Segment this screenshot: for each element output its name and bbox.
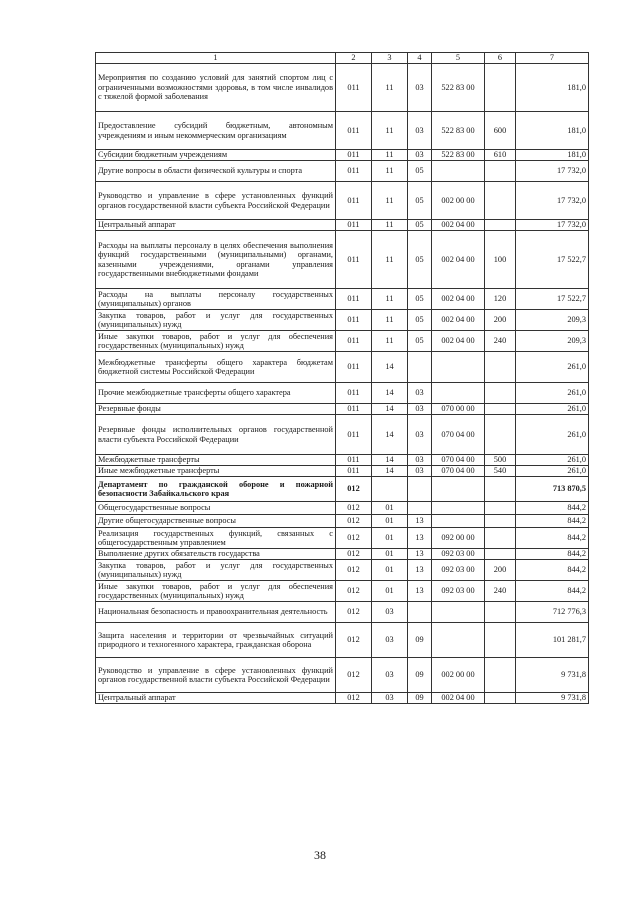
cell-target-article bbox=[432, 502, 485, 515]
cell-amount: 844,2 bbox=[516, 528, 589, 549]
cell-ministry-code: 011 bbox=[336, 182, 372, 220]
cell-expense-type bbox=[485, 515, 516, 528]
cell-expense-type: 240 bbox=[485, 331, 516, 352]
table-row bbox=[96, 415, 589, 455]
cell-name: Расходы на выплаты персоналу в целях обеспечения выполнения функций государственными (муниципальными) органами, казенными учреждениями, органами управления государственными внебюджетными фондами bbox=[96, 231, 336, 289]
cell-name: Иные закупки товаров, работ и услуг для обеспечения государственных (муниципальных) нужд bbox=[96, 581, 336, 602]
cell-expense-type bbox=[485, 693, 516, 704]
cell-target-article: 092 03 00 bbox=[432, 560, 485, 581]
cell-amount: 181,0 bbox=[516, 150, 589, 161]
cell-name: Резервные фонды исполнительных органов государственной власти субъекта Российской Федерации bbox=[96, 415, 336, 455]
table-body bbox=[96, 64, 589, 704]
cell-amount: 101 281,7 bbox=[516, 623, 589, 658]
cell-section: 14 bbox=[372, 352, 408, 383]
cell-ministry-code: 012 bbox=[336, 515, 372, 528]
cell-section: 14 bbox=[372, 404, 408, 415]
table-row bbox=[96, 310, 589, 331]
cell-ministry-code: 012 bbox=[336, 477, 372, 502]
cell-subsection: 05 bbox=[408, 182, 432, 220]
table-row bbox=[96, 220, 589, 231]
cell-name: Резервные фонды bbox=[96, 404, 336, 415]
cell-expense-type bbox=[485, 404, 516, 415]
cell-amount: 17 522,7 bbox=[516, 231, 589, 289]
cell-name: Закупка товаров, работ и услуг для государственных (муниципальных) нужд bbox=[96, 560, 336, 581]
table-row bbox=[96, 693, 589, 704]
cell-section: 11 bbox=[372, 182, 408, 220]
table-row bbox=[96, 581, 589, 602]
cell-name: Руководство и управление в сфере установленных функций органов государственной власти субъекта Российской Федерации bbox=[96, 182, 336, 220]
cell-subsection: 05 bbox=[408, 331, 432, 352]
cell-expense-type bbox=[485, 220, 516, 231]
cell-expense-type bbox=[485, 477, 516, 502]
table-row bbox=[96, 289, 589, 310]
cell-name: Субсидии бюджетным учреждениям bbox=[96, 150, 336, 161]
cell-section: 11 bbox=[372, 310, 408, 331]
cell-ministry-code: 012 bbox=[336, 560, 372, 581]
header-col-6: 6 bbox=[485, 53, 516, 64]
cell-name: Межбюджетные трансферты общего характера бюджетам бюджетной системы Российской Федерации bbox=[96, 352, 336, 383]
cell-name: Предоставление субсидий бюджетным, автономным учреждениям и иным некоммерческим организациям bbox=[96, 112, 336, 150]
cell-amount: 261,0 bbox=[516, 404, 589, 415]
cell-name: Иные закупки товаров, работ и услуг для обеспечения государственных (муниципальных) нужд bbox=[96, 331, 336, 352]
cell-target-article: 070 04 00 bbox=[432, 466, 485, 477]
cell-target-article: 092 03 00 bbox=[432, 549, 485, 560]
table-row bbox=[96, 623, 589, 658]
cell-expense-type bbox=[485, 623, 516, 658]
cell-subsection: 05 bbox=[408, 161, 432, 182]
cell-amount: 261,0 bbox=[516, 415, 589, 455]
table-row bbox=[96, 602, 589, 623]
cell-section: 11 bbox=[372, 161, 408, 182]
cell-ministry-code: 012 bbox=[336, 602, 372, 623]
cell-subsection: 03 bbox=[408, 112, 432, 150]
cell-subsection: 03 bbox=[408, 64, 432, 112]
cell-amount: 713 870,5 bbox=[516, 477, 589, 502]
cell-subsection: 13 bbox=[408, 515, 432, 528]
cell-subsection: 09 bbox=[408, 658, 432, 693]
cell-ministry-code: 011 bbox=[336, 310, 372, 331]
cell-subsection: 09 bbox=[408, 693, 432, 704]
cell-amount: 844,2 bbox=[516, 549, 589, 560]
cell-ministry-code: 011 bbox=[336, 289, 372, 310]
cell-name: Закупка товаров, работ и услуг для государственных (муниципальных) нужд bbox=[96, 310, 336, 331]
cell-target-article bbox=[432, 602, 485, 623]
cell-target-article: 070 04 00 bbox=[432, 415, 485, 455]
cell-amount: 181,0 bbox=[516, 112, 589, 150]
cell-section: 11 bbox=[372, 289, 408, 310]
cell-ministry-code: 012 bbox=[336, 502, 372, 515]
cell-amount: 261,0 bbox=[516, 383, 589, 404]
cell-name: Департамент по гражданской обороне и пожарной безопасности Забайкальского края bbox=[96, 477, 336, 502]
cell-ministry-code: 011 bbox=[336, 331, 372, 352]
cell-ministry-code: 012 bbox=[336, 658, 372, 693]
cell-subsection: 09 bbox=[408, 623, 432, 658]
cell-target-article: 002 04 00 bbox=[432, 231, 485, 289]
cell-subsection: 03 bbox=[408, 415, 432, 455]
cell-expense-type bbox=[485, 182, 516, 220]
cell-section: 03 bbox=[372, 693, 408, 704]
cell-section: 11 bbox=[372, 231, 408, 289]
cell-ministry-code: 012 bbox=[336, 693, 372, 704]
cell-subsection: 05 bbox=[408, 220, 432, 231]
table-row bbox=[96, 528, 589, 549]
header-col-1: 1 bbox=[96, 53, 336, 64]
cell-target-article: 522 83 00 bbox=[432, 112, 485, 150]
cell-name: Национальная безопасность и правоохранительная деятельность bbox=[96, 602, 336, 623]
cell-name: Прочие межбюджетные трансферты общего характера bbox=[96, 383, 336, 404]
cell-expense-type bbox=[485, 502, 516, 515]
cell-section: 03 bbox=[372, 602, 408, 623]
cell-expense-type bbox=[485, 352, 516, 383]
cell-subsection: 13 bbox=[408, 528, 432, 549]
table-row bbox=[96, 549, 589, 560]
cell-section: 14 bbox=[372, 383, 408, 404]
cell-amount: 209,3 bbox=[516, 310, 589, 331]
cell-ministry-code: 011 bbox=[336, 466, 372, 477]
cell-section: 11 bbox=[372, 150, 408, 161]
cell-section: 11 bbox=[372, 220, 408, 231]
cell-expense-type bbox=[485, 549, 516, 560]
cell-target-article: 092 00 00 bbox=[432, 528, 485, 549]
cell-expense-type: 600 bbox=[485, 112, 516, 150]
cell-expense-type: 610 bbox=[485, 150, 516, 161]
cell-section: 14 bbox=[372, 466, 408, 477]
cell-ministry-code: 011 bbox=[336, 150, 372, 161]
cell-subsection bbox=[408, 602, 432, 623]
cell-expense-type bbox=[485, 161, 516, 182]
cell-name: Защита населения и территории от чрезвычайных ситуаций природного и техногенного характера, гражданская оборона bbox=[96, 623, 336, 658]
cell-target-article: 002 04 00 bbox=[432, 289, 485, 310]
table-row bbox=[96, 161, 589, 182]
cell-subsection: 05 bbox=[408, 231, 432, 289]
cell-target-article bbox=[432, 515, 485, 528]
cell-amount: 261,0 bbox=[516, 352, 589, 383]
cell-expense-type bbox=[485, 602, 516, 623]
cell-target-article bbox=[432, 477, 485, 502]
cell-section: 11 bbox=[372, 331, 408, 352]
cell-amount: 9 731,8 bbox=[516, 693, 589, 704]
table-row bbox=[96, 455, 589, 466]
cell-ministry-code: 011 bbox=[336, 455, 372, 466]
cell-target-article: 002 04 00 bbox=[432, 693, 485, 704]
cell-expense-type bbox=[485, 658, 516, 693]
cell-amount: 17 732,0 bbox=[516, 161, 589, 182]
cell-section: 11 bbox=[372, 112, 408, 150]
cell-section: 01 bbox=[372, 515, 408, 528]
cell-name: Руководство и управление в сфере установленных функций органов государственной власти субъекта Российской Федерации bbox=[96, 658, 336, 693]
cell-expense-type bbox=[485, 64, 516, 112]
cell-target-article: 002 00 00 bbox=[432, 182, 485, 220]
cell-amount: 17 522,7 bbox=[516, 289, 589, 310]
cell-ministry-code: 011 bbox=[336, 64, 372, 112]
cell-amount: 844,2 bbox=[516, 560, 589, 581]
table-row bbox=[96, 477, 589, 502]
cell-ministry-code: 011 bbox=[336, 112, 372, 150]
cell-amount: 261,0 bbox=[516, 466, 589, 477]
cell-section: 01 bbox=[372, 560, 408, 581]
cell-ministry-code: 011 bbox=[336, 220, 372, 231]
table-row bbox=[96, 502, 589, 515]
cell-name: Центральный аппарат bbox=[96, 693, 336, 704]
cell-name: Другие общегосударственные вопросы bbox=[96, 515, 336, 528]
table-row bbox=[96, 404, 589, 415]
table-row bbox=[96, 383, 589, 404]
cell-name: Центральный аппарат bbox=[96, 220, 336, 231]
table-row bbox=[96, 182, 589, 220]
cell-target-article bbox=[432, 383, 485, 404]
cell-section bbox=[372, 477, 408, 502]
cell-ministry-code: 012 bbox=[336, 528, 372, 549]
cell-expense-type: 200 bbox=[485, 560, 516, 581]
cell-target-article: 002 04 00 bbox=[432, 310, 485, 331]
cell-section: 03 bbox=[372, 623, 408, 658]
table-row bbox=[96, 331, 589, 352]
cell-name: Общегосударственные вопросы bbox=[96, 502, 336, 515]
cell-subsection: 03 bbox=[408, 466, 432, 477]
cell-expense-type: 540 bbox=[485, 466, 516, 477]
cell-expense-type bbox=[485, 383, 516, 404]
cell-target-article bbox=[432, 161, 485, 182]
cell-target-article: 070 04 00 bbox=[432, 455, 485, 466]
cell-subsection: 03 bbox=[408, 150, 432, 161]
table-row bbox=[96, 231, 589, 289]
cell-section: 14 bbox=[372, 455, 408, 466]
cell-amount: 209,3 bbox=[516, 331, 589, 352]
cell-section: 01 bbox=[372, 528, 408, 549]
cell-expense-type: 120 bbox=[485, 289, 516, 310]
table-row bbox=[96, 560, 589, 581]
cell-section: 01 bbox=[372, 549, 408, 560]
cell-name: Реализация государственных функций, связанных с общегосударственным управлением bbox=[96, 528, 336, 549]
header-row bbox=[96, 53, 589, 64]
cell-subsection: 13 bbox=[408, 581, 432, 602]
cell-ministry-code: 012 bbox=[336, 549, 372, 560]
cell-section: 14 bbox=[372, 415, 408, 455]
cell-target-article: 522 83 00 bbox=[432, 64, 485, 112]
cell-subsection: 13 bbox=[408, 560, 432, 581]
header-col-7: 7 bbox=[516, 53, 589, 64]
cell-amount: 844,2 bbox=[516, 502, 589, 515]
cell-target-article bbox=[432, 623, 485, 658]
cell-name: Расходы на выплаты персоналу государственных (муниципальных) органов bbox=[96, 289, 336, 310]
header-col-4: 4 bbox=[408, 53, 432, 64]
cell-amount: 844,2 bbox=[516, 515, 589, 528]
cell-target-article: 070 00 00 bbox=[432, 404, 485, 415]
table-header bbox=[96, 53, 589, 64]
cell-name: Выполнение других обязательств государства bbox=[96, 549, 336, 560]
cell-name: Иные межбюджетные трансферты bbox=[96, 466, 336, 477]
table-row bbox=[96, 150, 589, 161]
cell-ministry-code: 011 bbox=[336, 352, 372, 383]
table-row bbox=[96, 64, 589, 112]
cell-target-article: 002 04 00 bbox=[432, 331, 485, 352]
header-col-2: 2 bbox=[336, 53, 372, 64]
cell-subsection: 03 bbox=[408, 404, 432, 415]
cell-ministry-code: 011 bbox=[336, 161, 372, 182]
cell-target-article: 522 83 00 bbox=[432, 150, 485, 161]
cell-subsection bbox=[408, 502, 432, 515]
cell-name: Другие вопросы в области физической культуры и спорта bbox=[96, 161, 336, 182]
page-number: 38 bbox=[314, 848, 326, 862]
cell-amount: 844,2 bbox=[516, 581, 589, 602]
cell-ministry-code: 011 bbox=[336, 383, 372, 404]
cell-expense-type bbox=[485, 415, 516, 455]
cell-name: Межбюджетные трансферты bbox=[96, 455, 336, 466]
cell-section: 03 bbox=[372, 658, 408, 693]
cell-expense-type: 500 bbox=[485, 455, 516, 466]
table-row bbox=[96, 515, 589, 528]
cell-section: 11 bbox=[372, 64, 408, 112]
cell-target-article: 002 04 00 bbox=[432, 220, 485, 231]
cell-ministry-code: 011 bbox=[336, 415, 372, 455]
cell-amount: 181,0 bbox=[516, 64, 589, 112]
cell-target-article: 002 00 00 bbox=[432, 658, 485, 693]
cell-subsection bbox=[408, 352, 432, 383]
table-row bbox=[96, 658, 589, 693]
table-row bbox=[96, 112, 589, 150]
cell-subsection: 03 bbox=[408, 455, 432, 466]
cell-subsection: 05 bbox=[408, 310, 432, 331]
cell-ministry-code: 011 bbox=[336, 404, 372, 415]
cell-expense-type: 240 bbox=[485, 581, 516, 602]
cell-section: 01 bbox=[372, 502, 408, 515]
cell-ministry-code: 011 bbox=[336, 231, 372, 289]
cell-ministry-code: 012 bbox=[336, 623, 372, 658]
cell-subsection: 13 bbox=[408, 549, 432, 560]
cell-name: Мероприятия по созданию условий для занятий спортом лиц с ограниченными возможностями здоровья, в том числе инвалидов с тяжелой формой заболевания bbox=[96, 64, 336, 112]
cell-expense-type: 200 bbox=[485, 310, 516, 331]
cell-amount: 17 732,0 bbox=[516, 220, 589, 231]
cell-amount: 9 731,8 bbox=[516, 658, 589, 693]
cell-amount: 17 732,0 bbox=[516, 182, 589, 220]
cell-target-article: 092 03 00 bbox=[432, 581, 485, 602]
cell-subsection: 05 bbox=[408, 289, 432, 310]
cell-target-article bbox=[432, 352, 485, 383]
cell-expense-type: 100 bbox=[485, 231, 516, 289]
cell-subsection: 03 bbox=[408, 383, 432, 404]
cell-subsection bbox=[408, 477, 432, 502]
table-row bbox=[96, 352, 589, 383]
table-row bbox=[96, 466, 589, 477]
header-col-5: 5 bbox=[432, 53, 485, 64]
header-col-3: 3 bbox=[372, 53, 408, 64]
cell-ministry-code: 012 bbox=[336, 581, 372, 602]
cell-expense-type bbox=[485, 528, 516, 549]
cell-amount: 261,0 bbox=[516, 455, 589, 466]
cell-amount: 712 776,3 bbox=[516, 602, 589, 623]
budget-table bbox=[95, 52, 589, 704]
cell-section: 01 bbox=[372, 581, 408, 602]
